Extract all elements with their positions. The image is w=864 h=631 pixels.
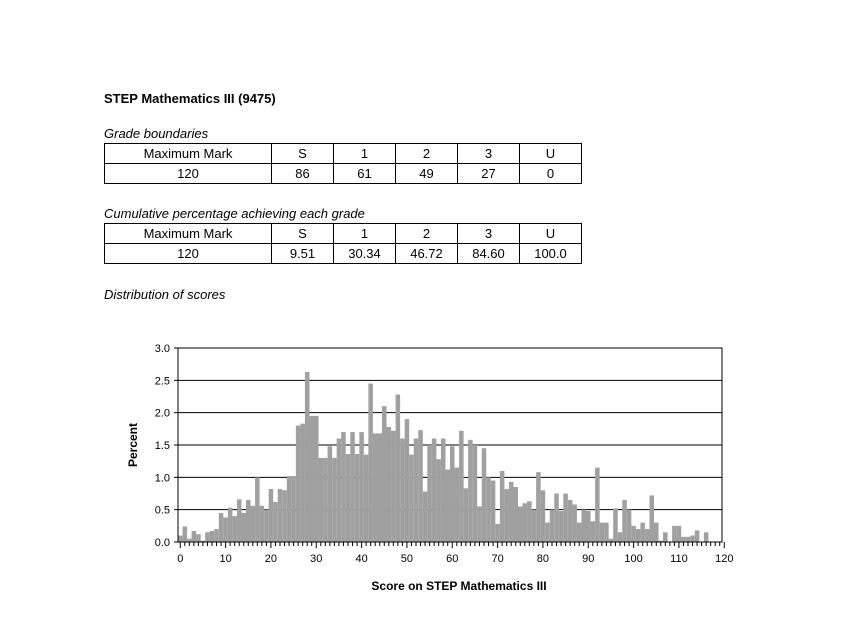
score-bar: [423, 492, 428, 542]
score-bar: [627, 510, 632, 542]
x-tick-label: 40: [355, 553, 368, 565]
header-cell: U: [520, 144, 582, 164]
table-cell: 86: [272, 164, 334, 184]
score-bar: [319, 458, 324, 542]
score-bar: [477, 506, 482, 542]
score-bar: [518, 506, 523, 542]
score-bar: [432, 439, 437, 542]
score-bar: [482, 448, 487, 542]
score-bar: [445, 470, 450, 542]
score-bar: [504, 489, 509, 542]
score-bar: [441, 439, 446, 542]
score-bar: [377, 433, 382, 542]
score-bar: [595, 468, 600, 542]
cumulative-caption: Cumulative percentage achieving each grade: [104, 206, 365, 221]
score-bar: [427, 445, 432, 542]
x-tick-label: 90: [582, 553, 595, 565]
score-bar: [704, 532, 709, 542]
score-bar: [695, 530, 700, 542]
x-axis-ticks: [177, 542, 733, 565]
score-bar: [536, 472, 541, 542]
score-bar: [468, 440, 473, 542]
table-cell: 120: [105, 164, 272, 184]
x-tick-label: 20: [264, 553, 278, 565]
score-bar: [210, 531, 215, 542]
score-bar: [690, 536, 695, 542]
bars: [178, 372, 708, 542]
y-tick-label: 2.5: [154, 375, 170, 388]
score-bar: [291, 476, 296, 542]
score-bar: [509, 482, 514, 542]
score-bar: [436, 459, 441, 542]
score-bar: [214, 529, 219, 542]
score-bar: [219, 513, 224, 542]
score-bar: [323, 458, 328, 542]
x-tick-label: 60: [446, 553, 459, 565]
header-cell: S: [272, 144, 334, 164]
x-tick-label: 30: [310, 553, 323, 565]
score-bar: [328, 446, 333, 542]
score-bar: [373, 433, 378, 542]
table-cell: 49: [396, 164, 458, 184]
score-bar: [409, 455, 414, 542]
score-bar: [600, 523, 605, 542]
score-bar: [237, 499, 242, 542]
score-bar: [337, 439, 342, 542]
score-bar: [545, 523, 550, 542]
score-bar: [223, 517, 228, 542]
header-cell: 2: [396, 144, 458, 164]
score-bar: [332, 458, 337, 542]
y-tick-label: 1.0: [154, 472, 170, 485]
header-cell: U: [520, 224, 582, 244]
score-bar: [346, 454, 351, 542]
table-cell: 30.34: [334, 244, 396, 264]
table-cell: 100.0: [520, 244, 582, 264]
score-bar: [350, 432, 355, 542]
score-bar: [405, 419, 410, 542]
score-bar: [232, 516, 237, 542]
header-cell: Maximum Mark: [105, 144, 272, 164]
score-bar: [577, 523, 582, 542]
score-bar: [541, 490, 546, 542]
score-bar: [654, 523, 659, 542]
score-bar: [387, 427, 392, 542]
score-bar: [264, 510, 269, 542]
score-bar: [192, 531, 197, 542]
table-cell: 84.60: [458, 244, 520, 264]
score-bar: [568, 500, 573, 542]
score-bar: [636, 529, 641, 542]
score-bar: [309, 416, 314, 542]
score-bar: [464, 488, 469, 542]
score-bar: [677, 526, 682, 542]
score-bar: [228, 508, 233, 542]
score-bar: [686, 537, 691, 542]
score-bar: [513, 487, 518, 542]
table-cell: 9.51: [272, 244, 334, 264]
x-tick-label: 120: [715, 553, 734, 565]
score-bar: [455, 468, 460, 542]
score-bar: [559, 511, 564, 542]
score-bar: [645, 529, 650, 542]
score-bar: [527, 501, 532, 542]
score-bar: [523, 503, 528, 542]
x-tick-label: 100: [624, 553, 643, 565]
score-bar: [364, 455, 369, 542]
score-bar: [532, 510, 537, 542]
header-cell: Maximum Mark: [105, 224, 272, 244]
x-tick-label: 110: [670, 553, 688, 565]
score-bar: [273, 502, 278, 542]
distribution-caption: Distribution of scores: [104, 287, 226, 302]
score-bar: [572, 504, 577, 542]
table-cell: 120: [105, 244, 272, 264]
y-tick-label: 0.5: [154, 504, 170, 517]
score-bar: [178, 536, 183, 542]
header-cell: 3: [458, 224, 520, 244]
score-bar: [305, 372, 310, 542]
score-bar: [382, 406, 387, 542]
score-bar: [672, 526, 677, 542]
y-axis-ticks: [155, 343, 178, 549]
x-tick-label: 0: [177, 553, 184, 565]
y-tick-label: 3.0: [154, 343, 170, 355]
score-bar: [640, 523, 645, 542]
table-cell: 0: [520, 164, 582, 184]
score-bar: [314, 416, 319, 542]
score-bar: [495, 524, 500, 542]
grade-boundaries-caption: Grade boundaries: [104, 126, 209, 141]
y-axis-label: Percent: [126, 422, 140, 468]
score-bar: [269, 489, 274, 542]
score-bar: [300, 424, 305, 542]
score-bar: [196, 534, 201, 542]
score-bar: [649, 495, 654, 542]
score-bar: [491, 481, 496, 542]
header-cell: 1: [334, 144, 396, 164]
score-bar: [368, 384, 373, 542]
score-bar: [282, 490, 287, 542]
score-bar: [618, 532, 623, 542]
score-bar: [591, 521, 596, 542]
table-cell: 27: [458, 164, 520, 184]
score-bar: [663, 532, 668, 542]
y-tick-label: 0.0: [154, 537, 170, 549]
score-bar: [613, 508, 618, 542]
x-tick-label: 10: [219, 553, 232, 565]
score-bar: [563, 494, 568, 543]
score-bar: [604, 523, 609, 542]
score-bar: [473, 445, 478, 542]
x-tick-label: 80: [536, 553, 550, 565]
score-bar: [486, 477, 491, 542]
score-bar: [296, 426, 301, 542]
score-bar: [450, 446, 455, 542]
page-title: STEP Mathematics III (9475): [104, 91, 276, 106]
score-bar: [255, 477, 260, 542]
header-cell: 1: [334, 224, 396, 244]
y-tick-label: 1.5: [154, 440, 170, 452]
score-bar: [459, 431, 464, 542]
score-bar: [359, 432, 364, 542]
score-bar: [287, 476, 292, 542]
score-bar: [205, 532, 210, 542]
score-bar: [622, 500, 627, 542]
score-bar: [631, 526, 636, 542]
score-bar: [400, 439, 405, 542]
header-cell: 2: [396, 224, 458, 244]
header-cell: 3: [458, 144, 520, 164]
score-bar: [260, 506, 265, 542]
score-bar: [681, 537, 686, 542]
score-bar: [241, 513, 246, 542]
table-cell: 61: [334, 164, 396, 184]
score-bar: [278, 489, 283, 542]
score-bar: [554, 494, 559, 543]
score-bar: [246, 500, 251, 542]
y-tick-label: 2.0: [154, 407, 170, 420]
table-cell: 46.72: [396, 244, 458, 264]
score-bar: [550, 510, 555, 542]
score-bar: [251, 506, 256, 542]
score-bar: [355, 454, 360, 542]
score-bar: [414, 439, 419, 542]
score-bar: [418, 430, 423, 542]
x-axis-label: Score on STEP Mathematics III: [371, 579, 547, 593]
score-bar: [391, 431, 396, 542]
score-bar: [500, 471, 505, 542]
score-bar: [341, 432, 346, 542]
x-tick-label: 70: [491, 553, 504, 565]
score-bar: [581, 510, 586, 542]
header-cell: S: [272, 224, 334, 244]
score-bar: [396, 395, 401, 542]
score-bar: [183, 526, 188, 542]
x-tick-label: 50: [400, 553, 414, 565]
score-bar: [586, 511, 591, 542]
